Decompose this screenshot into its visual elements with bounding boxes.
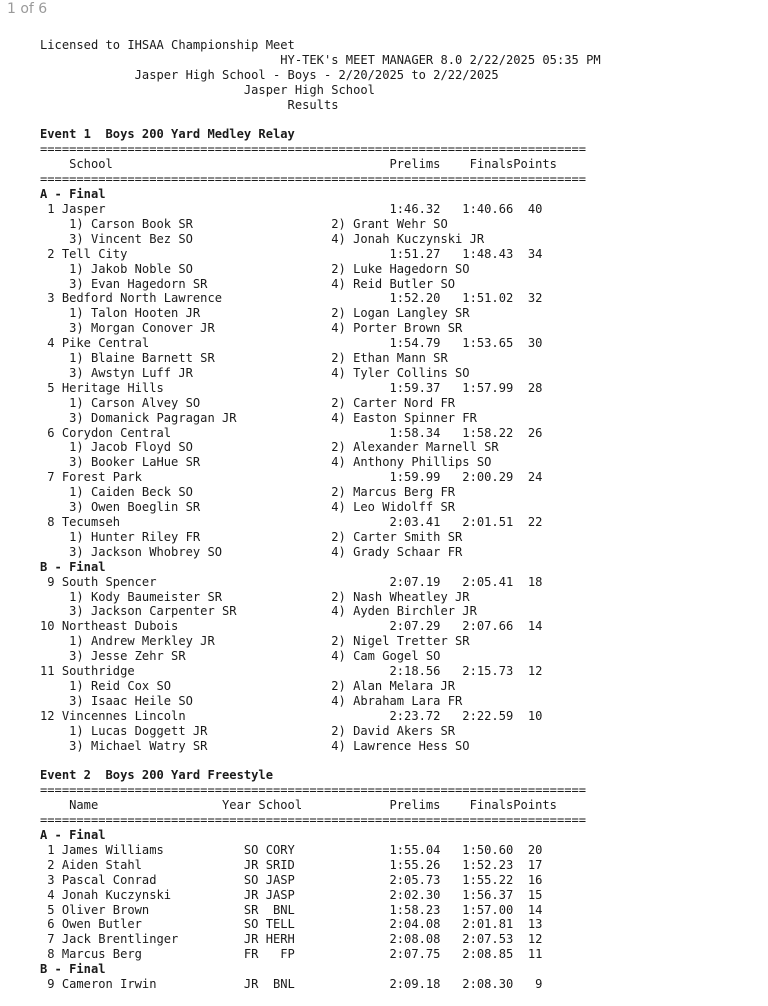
result-row: 3 Pascal Conrad SO JASP 2:05.73 1:55.22 16 bbox=[40, 872, 543, 887]
result-row: 3 Bedford North Lawrence 1:52.20 1:51.02 32 bbox=[40, 291, 543, 306]
result-row: 2 Tell City 1:51.27 1:48.43 34 bbox=[40, 246, 543, 261]
relay-swimmers: 1) Lucas Doggett JR 2) David Akers SR bbox=[40, 723, 456, 738]
result-row: 2 Aiden Stahl JR SRID 1:55.26 1:52.23 17 bbox=[40, 857, 543, 872]
relay-swimmers: 3) Domanick Pagragan JR 4) Easton Spinner FR bbox=[40, 410, 477, 425]
result-row: 7 Forest Park 1:59.99 2:00.29 24 bbox=[40, 470, 543, 485]
software-line: HY-TEK's MEET MANAGER 8.0 2/22/2025 05:35 PM bbox=[40, 52, 601, 67]
result-row: 8 Marcus Berg FR FP 2:07.75 2:08.85 11 bbox=[40, 947, 543, 962]
result-row: 8 Tecumseh 2:03.41 2:01.51 22 bbox=[40, 515, 543, 529]
relay-swimmers: 1) Carson Alvey SO 2) Carter Nord FR bbox=[40, 395, 456, 410]
license-line: Licensed to IHSAA Championship Meet bbox=[40, 38, 295, 52]
relay-swimmers: 1) Jacob Floyd SO 2) Alexander Marnell SR bbox=[40, 440, 499, 455]
rule-line: =========================================================================== bbox=[40, 172, 587, 187]
results-subtitle: Results bbox=[40, 97, 339, 112]
section-label: A - Final bbox=[40, 187, 106, 202]
event-title: Event 1 Boys 200 Yard Medley Relay bbox=[40, 127, 295, 142]
relay-swimmers: 1) Caiden Beck SO 2) Marcus Berg FR bbox=[40, 485, 456, 500]
result-row: 10 Northeast Dubois 2:07.29 2:07.66 14 bbox=[40, 619, 543, 634]
relay-swimmers: 3) Vincent Bez SO 4) Jonah Kuczynski JR bbox=[40, 231, 485, 246]
venue-line: Jasper High School bbox=[40, 82, 375, 97]
result-row: 5 Heritage Hills 1:59.37 1:57.99 28 bbox=[40, 380, 543, 395]
relay-swimmers: 3) Jackson Whobrey SO 4) Grady Schaar FR bbox=[40, 544, 463, 559]
relay-swimmers: 3) Evan Hagedorn SR 4) Reid Butler SO bbox=[40, 276, 456, 291]
relay-swimmers: 3) Booker LaHue SR 4) Anthony Phillips SO bbox=[40, 455, 492, 470]
section-label: B - Final bbox=[40, 559, 106, 574]
results-document bbox=[40, 38, 601, 992]
page-indicator: 1 of 6 bbox=[7, 1, 48, 17]
meet-line: Jasper High School - Boys - 2/20/2025 to 2/22/2025 bbox=[40, 67, 499, 82]
relay-swimmers: 1) Andrew Merkley JR 2) Nigel Tretter SR bbox=[40, 634, 470, 649]
relay-swimmers: 1) Carson Book SR 2) Grant Wehr SO bbox=[40, 216, 448, 231]
result-row: 4 Jonah Kuczynski JR JASP 2:02.30 1:56.37 15 bbox=[40, 887, 543, 902]
relay-swimmers: 3) Owen Boeglin SR 4) Leo Widolff SR bbox=[40, 500, 456, 515]
result-row: 7 Jack Brentlinger JR HERH 2:08.08 2:07.53 12 bbox=[40, 932, 543, 947]
relay-swimmers: 1) Blaine Barnett SR 2) Ethan Mann SR bbox=[40, 351, 448, 366]
relay-swimmers: 3) Awstyn Luff JR 4) Tyler Collins SO bbox=[40, 365, 470, 380]
rule-line: =========================================================================== bbox=[40, 783, 587, 798]
relay-swimmers: 3) Morgan Conover JR 4) Porter Brown SR bbox=[40, 321, 463, 336]
relay-swimmers: 1) Kody Baumeister SR 2) Nash Wheatley JR bbox=[40, 589, 470, 604]
section-label: A - Final bbox=[40, 828, 106, 843]
relay-swimmers: 3) Michael Watry SR 4) Lawrence Hess SO bbox=[40, 738, 470, 753]
event-title: Event 2 Boys 200 Yard Freestyle bbox=[40, 768, 273, 783]
result-row: 1 Jasper 1:46.32 1:40.66 40 bbox=[40, 201, 543, 216]
result-row: 9 Cameron Irwin JR BNL 2:09.18 2:08.30 9 bbox=[40, 977, 543, 992]
section-label: B - Final bbox=[40, 962, 106, 977]
relay-swimmers: 1) Jakob Noble SO 2) Luke Hagedorn SO bbox=[40, 261, 470, 276]
relay-swimmers: 3) Jesse Zehr SR 4) Cam Gogel SO bbox=[40, 649, 441, 664]
rule-line: =========================================================================== bbox=[40, 142, 587, 157]
relay-swimmers: 3) Jackson Carpenter SR 4) Ayden Birchler JR bbox=[40, 604, 477, 619]
result-row: 11 Southridge 2:18.56 2:15.73 12 bbox=[40, 664, 543, 679]
result-row: 6 Corydon Central 1:58.34 1:58.22 26 bbox=[40, 425, 543, 440]
column-header: School Prelims FinalsPoints bbox=[40, 157, 557, 172]
relay-swimmers: 1) Hunter Riley FR 2) Carter Smith SR bbox=[40, 529, 463, 544]
rule-line: =========================================================================== bbox=[40, 813, 587, 828]
result-row: 5 Oliver Brown SR BNL 1:58.23 1:57.00 14 bbox=[40, 902, 543, 917]
result-row: 12 Vincennes Lincoln 2:23.72 2:22.59 10 bbox=[40, 708, 543, 723]
relay-swimmers: 1) Reid Cox SO 2) Alan Melara JR bbox=[40, 678, 456, 693]
result-row: 6 Owen Butler SO TELL 2:04.08 2:01.81 13 bbox=[40, 917, 543, 932]
result-row: 1 James Williams SO CORY 1:55.04 1:50.60 20 bbox=[40, 842, 543, 857]
result-row: 4 Pike Central 1:54.79 1:53.65 30 bbox=[40, 336, 543, 351]
relay-swimmers: 1) Talon Hooten JR 2) Logan Langley SR bbox=[40, 306, 470, 321]
column-header: Name Year School Prelims FinalsPoints bbox=[40, 798, 557, 813]
result-row: 9 South Spencer 2:07.19 2:05.41 18 bbox=[40, 574, 543, 589]
relay-swimmers: 3) Isaac Heile SO 4) Abraham Lara FR bbox=[40, 693, 463, 708]
